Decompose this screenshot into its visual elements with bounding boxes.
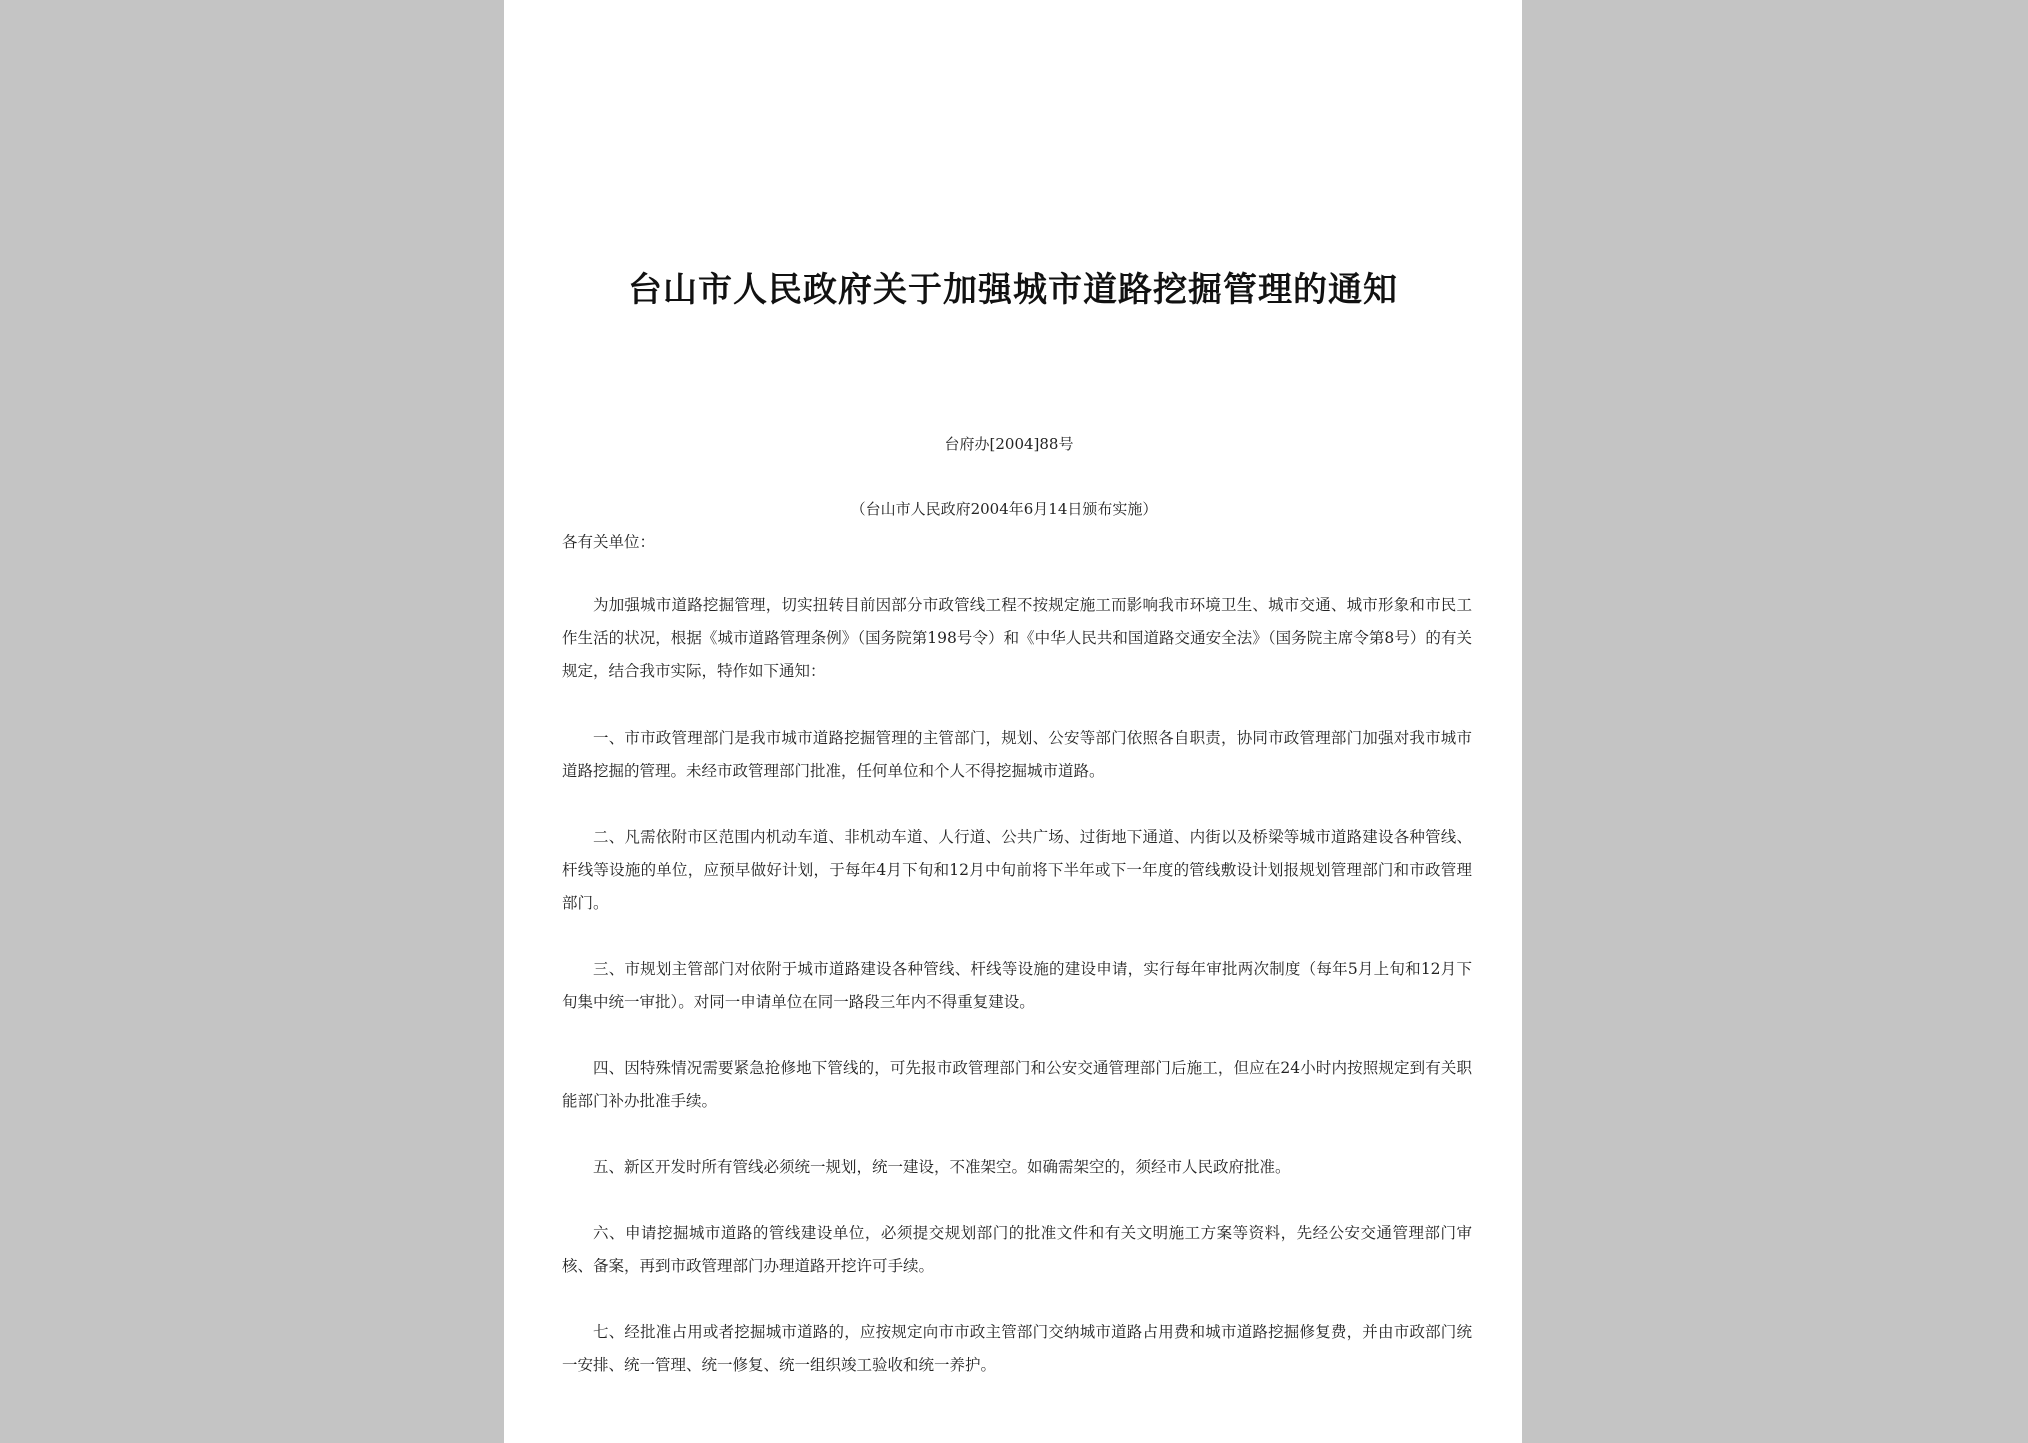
document-page [504,0,1522,1443]
paragraph-4: 四、因特殊情况需要紧急抢修地下管线的，可先报市政管理部门和公安交通管理部门后施工，但应在24小时内按照规定到有关职能部门补办批准手续。 [562,1059,1472,1110]
paragraph-3: 三、市规划主管部门对依附于城市道路建设各种管线、杆线等设施的建设申请，实行每年审批两次制度（每年5月上旬和12月下旬集中统一审批）。对同一申请单位在同一路段三年内不得重复建设。 [562,960,1472,1011]
document-number: 台府办[2004]88号 [944,435,1074,453]
paragraph-5: 五、新区开发时所有管线必须统一规划，统一建设，不准架空。如确需架空的，须经市人民政府批准。 [593,1158,1291,1176]
paragraph-intro: 为加强城市道路挖掘管理，切实扭转目前因部分市政管线工程不按规定施工而影响我市环境卫生、城市交通、城市形象和市民工作生活的状况，根据《城市道路管理条例》（国务院第198号令）和《中华人民共和国道路交通安全法》（国务院主席令第8号）的有关规定，结合我市实际，特作如下通知： [562,596,1472,680]
paragraph-7: 七、经批准占用或者挖掘城市道路的，应按规定向市市政主管部门交纳城市道路占用费和城市道路挖掘修复费，并由市政部门统一安排、统一管理、统一修复、统一组织竣工验收和统一养护。 [562,1323,1472,1374]
issue-note: （台山市人民政府2004年6月14日颁布实施） [850,500,1158,518]
paragraph-2: 二、凡需依附市区范围内机动车道、非机动车道、人行道、公共广场、过街地下通道、内街以及桥梁等城市道路建设各种管线、杆线等设施的单位，应预早做好计划，于每年4月下旬和12月中旬前将下半年或下一年度的管线敷设计划报规划管理部门和市政管理部门。 [562,828,1472,912]
paragraph-1: 一、市市政管理部门是我市城市道路挖掘管理的主管部门，规划、公安等部门依照各自职责，协同市政管理部门加强对我市城市道路挖掘的管理。未经市政管理部门批准，任何单位和个人不得挖掘城市道路。 [562,729,1472,780]
salutation: 各有关单位： [562,533,656,551]
paragraph-6: 六、申请挖掘城市道路的管线建设单位，必须提交规划部门的批准文件和有关文明施工方案等资料，先经公安交通管理部门审核、备案，再到市政管理部门办理道路开挖许可手续。 [562,1224,1472,1275]
document-title: 台山市人民政府关于加强城市道路挖掘管理的通知 [628,270,1398,310]
